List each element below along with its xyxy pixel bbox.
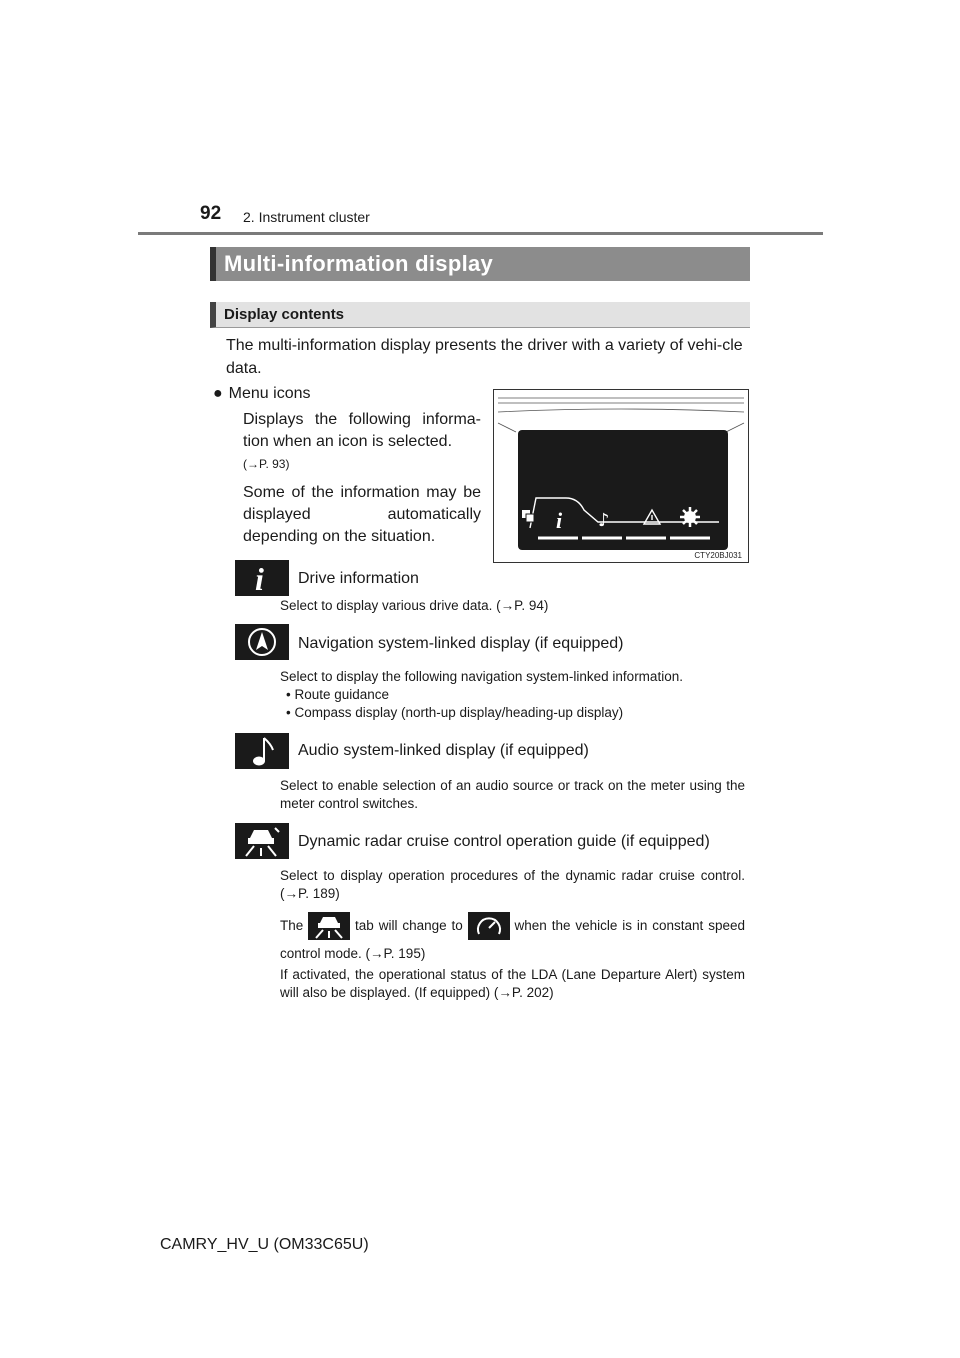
navigation-icon (235, 624, 289, 660)
svg-text:i: i (255, 562, 264, 594)
menu-icons-ref: (→P. 93) (243, 457, 290, 471)
music-note-icon (235, 733, 289, 769)
display-figure (493, 389, 749, 563)
navigation-title: Navigation system-linked display (if equipped) (298, 635, 624, 652)
subtitle-bar (210, 302, 750, 328)
radar-cruise-desc: Select to display operation procedures of the dynamic radar cruise control. (→P. 189) (280, 868, 745, 901)
navigation-desc (280, 668, 745, 722)
page-number: 92 (200, 203, 222, 224)
radar-cruise-tab-icon (308, 912, 350, 940)
drive-info-desc: Select to display various drive data. (→P. 94) (280, 598, 549, 613)
audio-title: Audio system-linked display (if equipped) (298, 742, 589, 759)
figure-code: CTY20BJ031 (694, 551, 742, 560)
info-icon (235, 560, 289, 596)
title-bar (210, 247, 750, 281)
menu-icons-heading (213, 385, 311, 403)
menu-icons-desc1: Displays the following informa-tion when an icon is selected. (243, 411, 481, 450)
menu-icons-desc2: Some of the information may be displayed automatically depending on the situation. (243, 484, 481, 545)
display-illustration (494, 390, 748, 562)
intro-text: The multi-information display presents the driver with a variety of vehi-cle data. (226, 337, 743, 377)
svg-text:i: i (556, 508, 563, 533)
section-subtitle: Display contents (224, 306, 345, 323)
header-rule (138, 232, 823, 235)
bullet-icon: ● (213, 385, 223, 402)
navigation-desc-text: Select to display the following navigation system-linked information. (280, 669, 683, 684)
audio-desc: Select to enable selection of an audio source or track on the meter using the meter control switches. (280, 778, 745, 811)
footer-model: CAMRY_HV_U (OM33C65U) (160, 1236, 369, 1253)
radar-cruise-icon (235, 823, 289, 859)
lda-text: If activated, the operational status of the LDA (Lane Departure Alert) system will also be displayed. (If equipped) (→P. 202) (280, 967, 745, 1000)
list-item: • Route guidance (286, 687, 390, 702)
tab-change-a: The (280, 918, 304, 933)
tab-change-b: tab will change to (355, 918, 463, 933)
menu-icons-label: Menu icons (228, 385, 311, 402)
page-title: Multi-information display (224, 251, 494, 276)
svg-text:♪: ♪ (598, 510, 610, 531)
drive-info-title: Drive information (298, 570, 419, 587)
speedometer-icon (468, 912, 510, 940)
menu-icons-desc (243, 409, 481, 475)
radar-cruise-title: Dynamic radar cruise control operation guide (if equipped) (298, 833, 710, 850)
tab-change-c: when the vehicle is in constant speed control mode. (→P. 195) (280, 918, 745, 962)
tab-change-text (280, 912, 745, 968)
list-item: • Compass display (north-up display/heading-up display) (286, 705, 624, 720)
section-label: 2. Instrument cluster (243, 209, 370, 225)
